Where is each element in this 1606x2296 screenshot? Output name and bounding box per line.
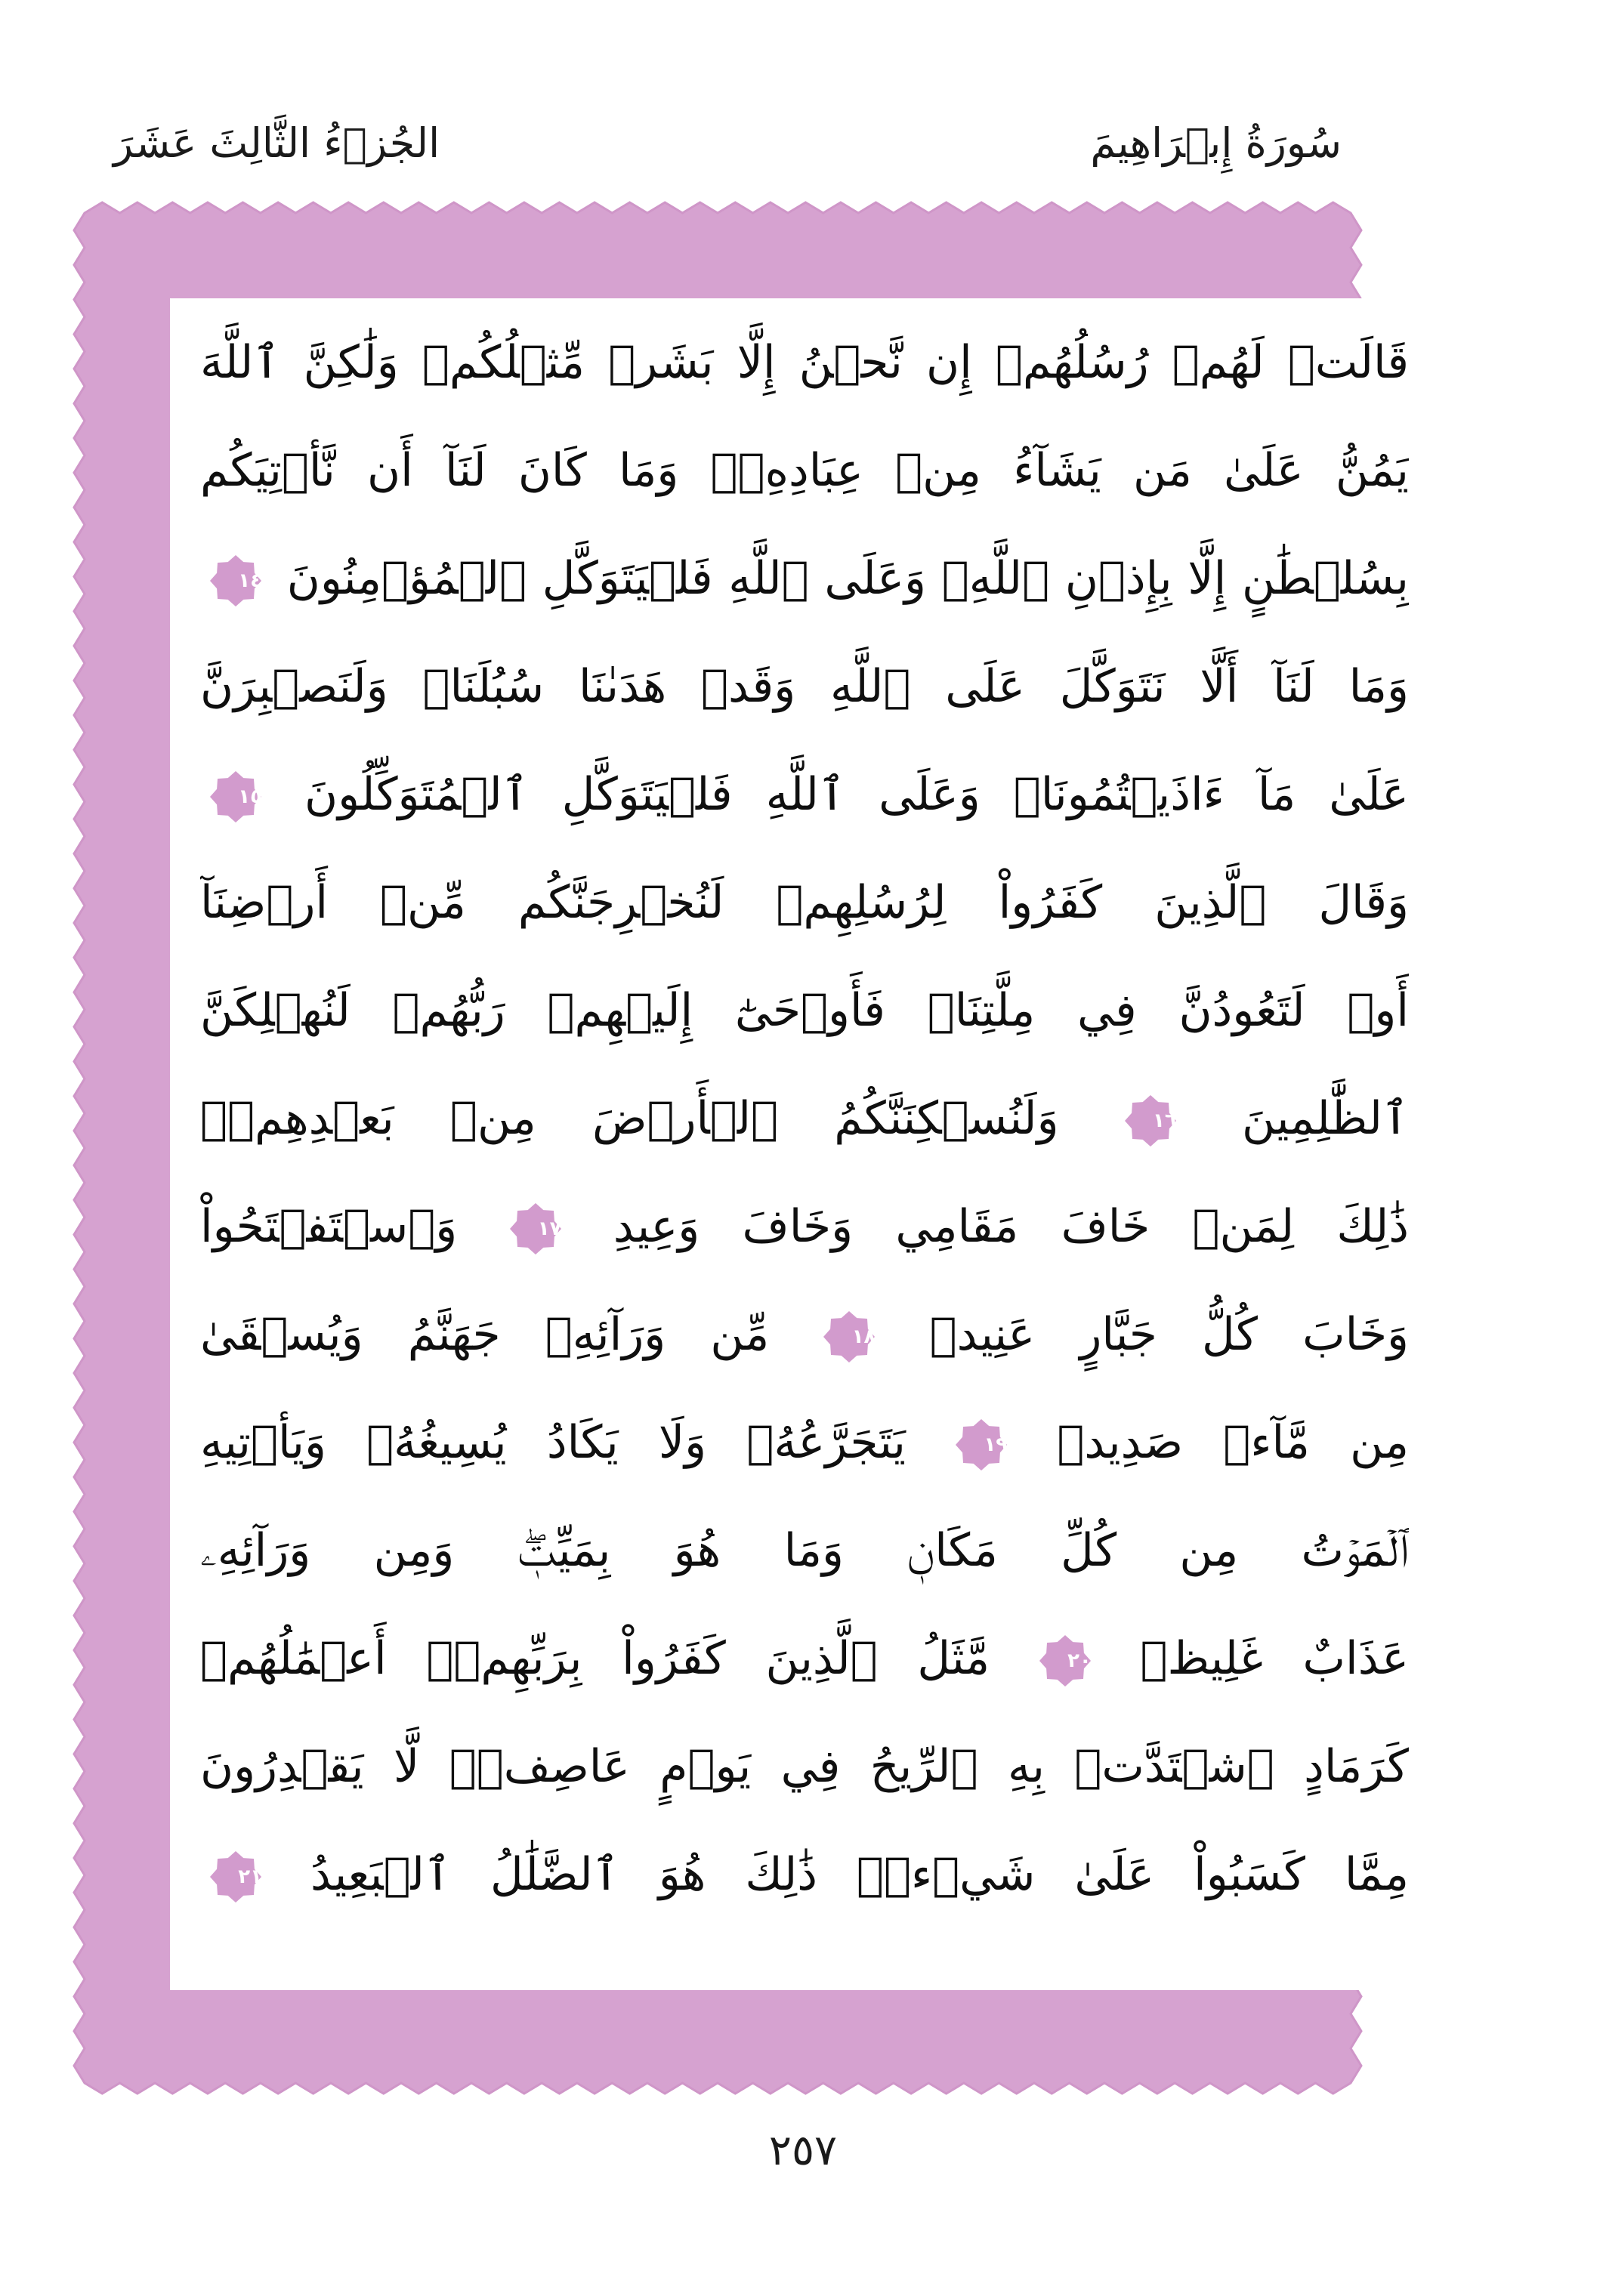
verse-line	[200, 645, 1409, 728]
verse-text: كَرَمَادٍ ٱشۡتَدَّتۡ بِهِ ٱلرِّيحُ فِي يَوۡمٍ عَاصِفٖۖ لَّا يَقۡدِرُونَ	[200, 1740, 1409, 1793]
verse-text: قَالَتۡ لَهُمۡ رُسُلُهُمۡ إِن نَّحۡنُ إِلَّا بَشَرٞ مِّثۡلُكُمۡ وَلَٰكِنَّ ٱللَّهَ	[200, 336, 1409, 389]
page-number: ٢٥٧	[768, 2126, 838, 2175]
verse-text: ذَٰلِكَ لِمَنۡ خَافَ مَقَامِي وَخَافَ وَعِيدِ	[613, 1200, 1409, 1253]
verse-line	[200, 429, 1409, 512]
verse-text: وَمَا لَنَآ أَلَّا نَتَوَكَّلَ عَلَى ٱللَّهِ وَقَدۡ هَدَىٰنَا سُبُلَنَاۚ وَلَنَصۡبِرَنَّ	[200, 660, 1409, 713]
text-area	[170, 298, 1439, 1990]
ayah-number-marker	[823, 1310, 876, 1363]
verse-text: يَمُنُّ عَلَىٰ مَن يَشَآءُ مِنۡ عِبَادِهِۦۖ وَمَا كَانَ لَنَآ أَن نَّأۡتِيَكُم	[200, 444, 1409, 497]
ayah-number-marker	[1039, 1634, 1092, 1687]
verse-line	[200, 1401, 1409, 1484]
verse-line	[200, 1077, 1409, 1160]
verse-line	[200, 1617, 1409, 1700]
ayah-number-marker	[209, 1850, 262, 1903]
verse-line	[200, 861, 1409, 944]
verse-line	[200, 969, 1409, 1052]
verse-text: أَوۡ لَتَعُودُنَّ فِي مِلَّتِنَاۖ فَأَوۡحَىٰٓ إِلَيۡهِمۡ رَبُّهُمۡ لَنُهۡلِكَنَّ	[200, 984, 1409, 1037]
ayah-number: ١٩	[984, 1433, 1008, 1457]
verse-line	[200, 753, 1409, 836]
verse-text: مِن مَّآءٖ صَدِيدٖ	[1057, 1416, 1409, 1469]
verse-text: يَتَجَرَّعُهُۥ وَلَا يَكَادُ يُسِيغُهُۥ وَيَأۡتِيهِ	[200, 1416, 906, 1469]
ayah-number: ٢١	[238, 1866, 262, 1889]
verse-line	[200, 1833, 1409, 1916]
verse-line	[200, 1509, 1409, 1592]
verse-line	[200, 1293, 1409, 1376]
ayah-number: ١٦	[1153, 1109, 1177, 1133]
verse-text: مَّثَلُ ٱلَّذِينَ كَفَرُواْ بِرَبِّهِمۡۖ أَعۡمَٰلُهُمۡ	[200, 1632, 990, 1685]
verse-text: وَٱسۡتَفۡتَحُواْ	[200, 1200, 458, 1253]
verse-text: ٱلۡمَوۡتُ مِن كُلِّ مَكَانٖ وَمَا هُوَ بِمَيِّتٖۖ وَمِن وَرَآئِهِۦ	[200, 1524, 1409, 1577]
ayah-number: ١٨	[851, 1325, 876, 1349]
surah-name: سُورَةُ إِبۡرَاهِيمَ	[1090, 119, 1342, 167]
verse-line	[200, 1725, 1409, 1808]
ayah-number-marker	[1124, 1094, 1177, 1147]
verse-line	[200, 1185, 1409, 1268]
verse-text: وَلَنُسۡكِنَنَّكُمُ ٱلۡأَرۡضَ مِنۢ بَعۡدِهِمۡۚ	[200, 1092, 1059, 1145]
verse-text: بِسُلۡطَٰنٍ إِلَّا بِإِذۡنِ ٱللَّهِۚ وَعَلَى ٱللَّهِ فَلۡيَتَوَكَّلِ ٱلۡمُؤۡمِنُونَ	[286, 552, 1409, 605]
juz-name: الجُزۡءُ الثَّالِثَ عَشَرَ	[113, 119, 440, 167]
ayah-number: ١٤	[238, 569, 262, 593]
ayah-number: ١٧	[537, 1217, 562, 1241]
ayah-number-marker	[955, 1418, 1008, 1471]
verse-line	[200, 537, 1409, 620]
verse-text: ٱلظَّٰلِمِينَ	[1242, 1092, 1409, 1145]
verse-text: مِّن وَرَآئِهِۦ جَهَنَّمُ وَيُسۡقَىٰ	[200, 1308, 770, 1361]
ayah-number-marker	[209, 770, 262, 823]
ayah-number-marker	[509, 1202, 562, 1255]
verse-text: وَقَالَ ٱلَّذِينَ كَفَرُواْ لِرُسُلِهِمۡ لَنُخۡرِجَنَّكُم مِّنۡ أَرۡضِنَآ	[200, 876, 1409, 929]
verse-text: عَلَىٰ مَآ ءَاذَيۡتُمُونَاۚ وَعَلَى ٱللَّهِ فَلۡيَتَوَكَّلِ ٱلۡمُتَوَكِّلُونَ	[304, 768, 1409, 821]
verse-text: وَخَابَ كُلُّ جَبَّارٍ عَنِيدٖ	[929, 1308, 1409, 1361]
ayah-number: ٢٠	[1067, 1649, 1092, 1673]
verse-text: مِمَّا كَسَبُواْ عَلَىٰ شَيۡءٖۚ ذَٰلِكَ هُوَ ٱلضَّلَٰلُ ٱلۡبَعِيدُ	[310, 1848, 1409, 1901]
verse-line	[200, 321, 1409, 404]
ayah-number: ١٥	[238, 785, 262, 809]
verse-text: عَذَابٌ غَلِيظٞ	[1140, 1632, 1409, 1685]
ayah-number-marker	[209, 554, 262, 607]
